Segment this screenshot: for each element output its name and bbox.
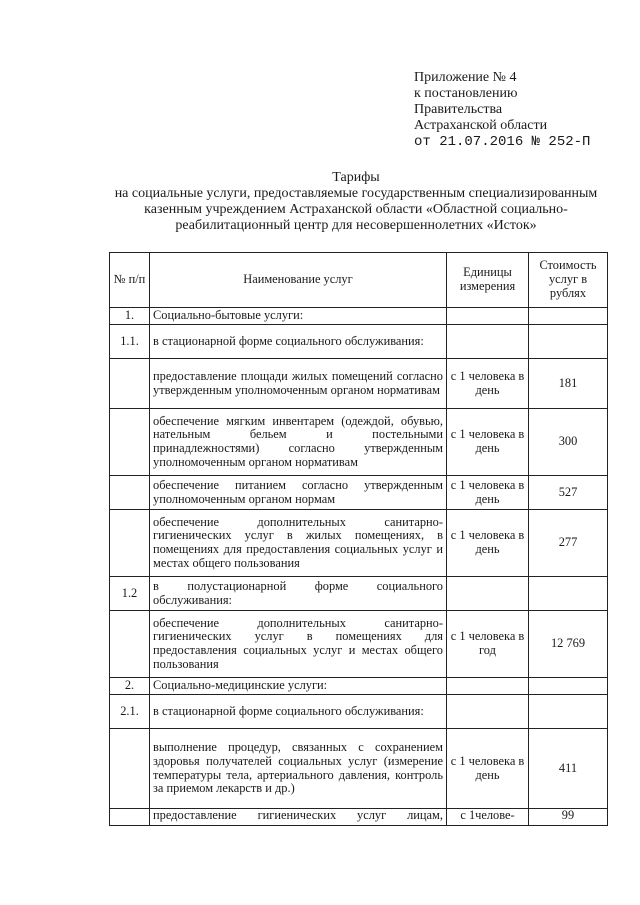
title-line: казенным учреждением Астраханской области «Областной социально-	[144, 202, 568, 217]
row-unit: с 1 человека в день	[447, 729, 529, 809]
table-row	[110, 510, 608, 577]
header-price: Стоимость услуг в рублях	[529, 253, 608, 308]
row-unit	[447, 695, 529, 729]
row-name: в стационарной форме социального обслуживания:	[150, 325, 447, 359]
header-name: Наименование услуг	[150, 253, 447, 308]
row-unit	[447, 678, 529, 695]
table-row	[110, 577, 608, 611]
appendix-line: Правительства	[414, 102, 503, 117]
title-heading: Тарифы	[332, 170, 380, 185]
row-price	[529, 695, 608, 729]
row-unit: с 1 человека в день	[447, 476, 529, 510]
row-name: обеспечение питанием согласно утвержденным уполномоченным органом нормам	[150, 476, 447, 510]
row-price: 99	[529, 809, 608, 826]
row-price: 181	[529, 359, 608, 409]
header-unit: Единицы измерения	[447, 253, 529, 308]
table-row	[110, 611, 608, 678]
row-name: в полустационарной форме социального обслуживания:	[150, 577, 447, 611]
row-name: выполнение процедур, связанных с сохранением здоровья получателей социальных услуг (измерение температуры тела, артериального давления, контроль за приемом лекарств и др.)	[150, 729, 447, 809]
table-row	[110, 809, 608, 826]
appendix-line: к постановлению	[414, 86, 518, 101]
table-row	[110, 695, 608, 729]
row-num: 1.1.	[110, 325, 150, 359]
row-num: 2.1.	[110, 695, 150, 729]
row-price: 527	[529, 476, 608, 510]
table-row	[110, 409, 608, 476]
table-row	[110, 729, 608, 809]
title-line: реабилитационный центр для несовершеннолетних «Исток»	[175, 218, 537, 233]
title-line: на социальные услуги, предоставляемые государственным специализированным	[114, 186, 598, 201]
row-unit: с 1челове-	[447, 809, 529, 826]
row-unit	[447, 325, 529, 359]
row-price: 277	[529, 510, 608, 577]
row-num: 1.2	[110, 577, 150, 611]
row-name: предоставление гигиенических услуг лицам,	[150, 809, 447, 826]
row-name: предоставление площади жилых помещений согласно утвержденным уполномоченным органом нормативам	[150, 359, 447, 409]
row-price	[529, 678, 608, 695]
row-name: обеспечение дополнительных санитарно-гигиенических услуг в помещениях для предоставления социальных услуг и местах общего пользования	[150, 611, 447, 678]
row-unit: с 1 человека в день	[447, 359, 529, 409]
row-num	[110, 409, 150, 476]
row-num	[110, 510, 150, 577]
appendix-date: от 21.07.2016 № 252-П	[414, 134, 591, 150]
row-num: 1.	[110, 308, 150, 325]
row-price	[529, 308, 608, 325]
row-name: обеспечение дополнительных санитарно-гигиенических услуг в жилых помещениях, в помещениях для предоставления социальных услуг и местах общего пользования	[150, 510, 447, 577]
appendix-block	[414, 70, 590, 150]
table-row	[110, 678, 608, 695]
table-row	[110, 308, 608, 325]
document-title	[96, 170, 616, 234]
row-num	[110, 611, 150, 678]
row-name: Социально-бытовые услуги:	[150, 308, 447, 325]
row-num	[110, 809, 150, 826]
row-price: 300	[529, 409, 608, 476]
row-price: 12 769	[529, 611, 608, 678]
appendix-line: Приложение № 4	[414, 70, 517, 85]
table-row	[110, 359, 608, 409]
table-header-row	[110, 253, 608, 308]
row-name: в стационарной форме социального обслуживания:	[150, 695, 447, 729]
row-unit: с 1 человека в день	[447, 510, 529, 577]
row-num	[110, 476, 150, 510]
row-unit: с 1 человека в день	[447, 409, 529, 476]
row-price	[529, 577, 608, 611]
table-row	[110, 476, 608, 510]
row-unit	[447, 577, 529, 611]
tariffs-table	[109, 252, 608, 826]
table-row	[110, 325, 608, 359]
row-num	[110, 729, 150, 809]
header-num: № п/п	[110, 253, 150, 308]
row-num: 2.	[110, 678, 150, 695]
appendix-line: Астраханской области	[414, 118, 548, 133]
row-name: обеспечение мягким инвентарем (одеждой, обувью, нательным бельем и постельными принадлежностями) согласно утвержденным уполномоченным органом нормативам	[150, 409, 447, 476]
row-price: 411	[529, 729, 608, 809]
row-name: Социально-медицинские услуги:	[150, 678, 447, 695]
row-unit: с 1 человека в год	[447, 611, 529, 678]
row-num	[110, 359, 150, 409]
row-unit	[447, 308, 529, 325]
row-price	[529, 325, 608, 359]
